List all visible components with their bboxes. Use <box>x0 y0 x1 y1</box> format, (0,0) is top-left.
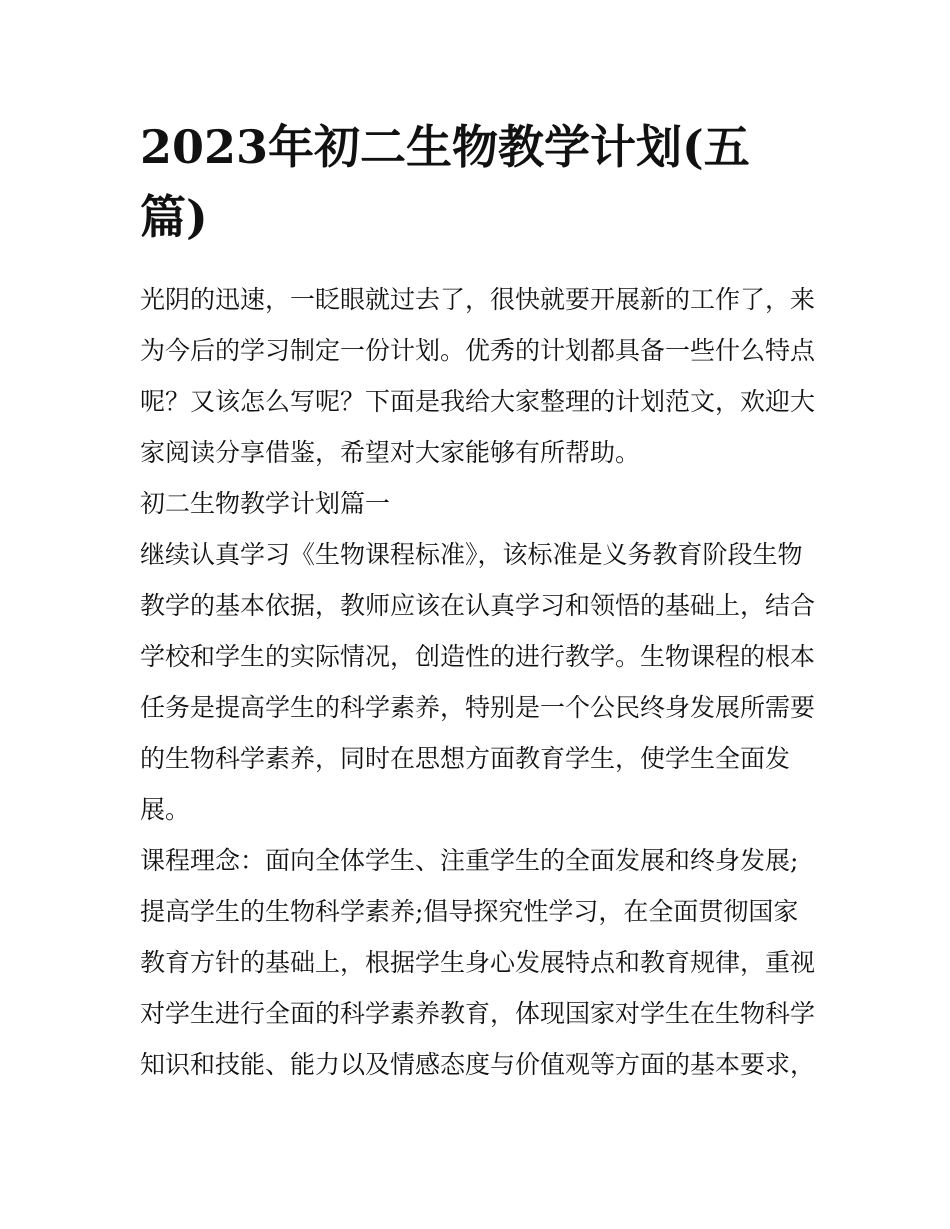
text-line: 教育方针的基础上，根据学生身心发展特点和教育规律，重视 <box>140 948 816 977</box>
document-body <box>140 274 816 1090</box>
text-line: 光阴的迅速，一眨眼就过去了，很快就要开展新的工作了，来 <box>140 285 816 314</box>
document-page <box>140 112 816 1090</box>
body-paragraph <box>140 529 816 835</box>
title-line-1: 2023年初二生物教学计划(五 <box>140 120 750 174</box>
text-line: 课程理念：面向全体学生、注重学生的全面发展和终身发展; <box>140 846 799 875</box>
text-line: 的生物科学素养，同时在思想方面教育学生，使学生全面发 <box>140 744 791 773</box>
section-heading <box>140 478 812 529</box>
intro-paragraph <box>140 274 816 478</box>
text-line: 展。 <box>140 795 191 824</box>
text-line: 教学的基本依据，教师应该在认真学习和领悟的基础上，结合 <box>140 591 816 620</box>
text-line: 学校和学生的实际情况，创造性的进行教学。生物课程的根本 <box>140 642 816 671</box>
text-line: 为今后的学习制定一份计划。优秀的计划都具备一些什么特点 <box>140 336 816 365</box>
document-title <box>140 112 812 252</box>
title-line-2: 篇) <box>140 190 208 244</box>
text-line: 知识和技能、能力以及情感态度与价值观等方面的基本要求， <box>140 1050 816 1079</box>
text-line: 任务是提高学生的科学素养，特别是一个公民终身发展所需要 <box>140 693 816 722</box>
text-line: 继续认真学习《生物课程标准》，该标准是义务教育阶段生物 <box>140 540 803 569</box>
text-line: 对学生进行全面的科学素养教育，体现国家对学生在生物科学 <box>140 999 816 1028</box>
text-line: 初二生物教学计划篇一 <box>140 489 391 518</box>
text-line: 呢？又该怎么写呢？下面是我给大家整理的计划范文，欢迎大 <box>140 387 816 416</box>
text-line: 提高学生的生物科学素养;倡导探究性学习，在全面贯彻国家 <box>140 897 799 926</box>
text-line: 家阅读分享借鉴，希望对大家能够有所帮助。 <box>140 438 641 467</box>
body-paragraph <box>140 835 816 1090</box>
